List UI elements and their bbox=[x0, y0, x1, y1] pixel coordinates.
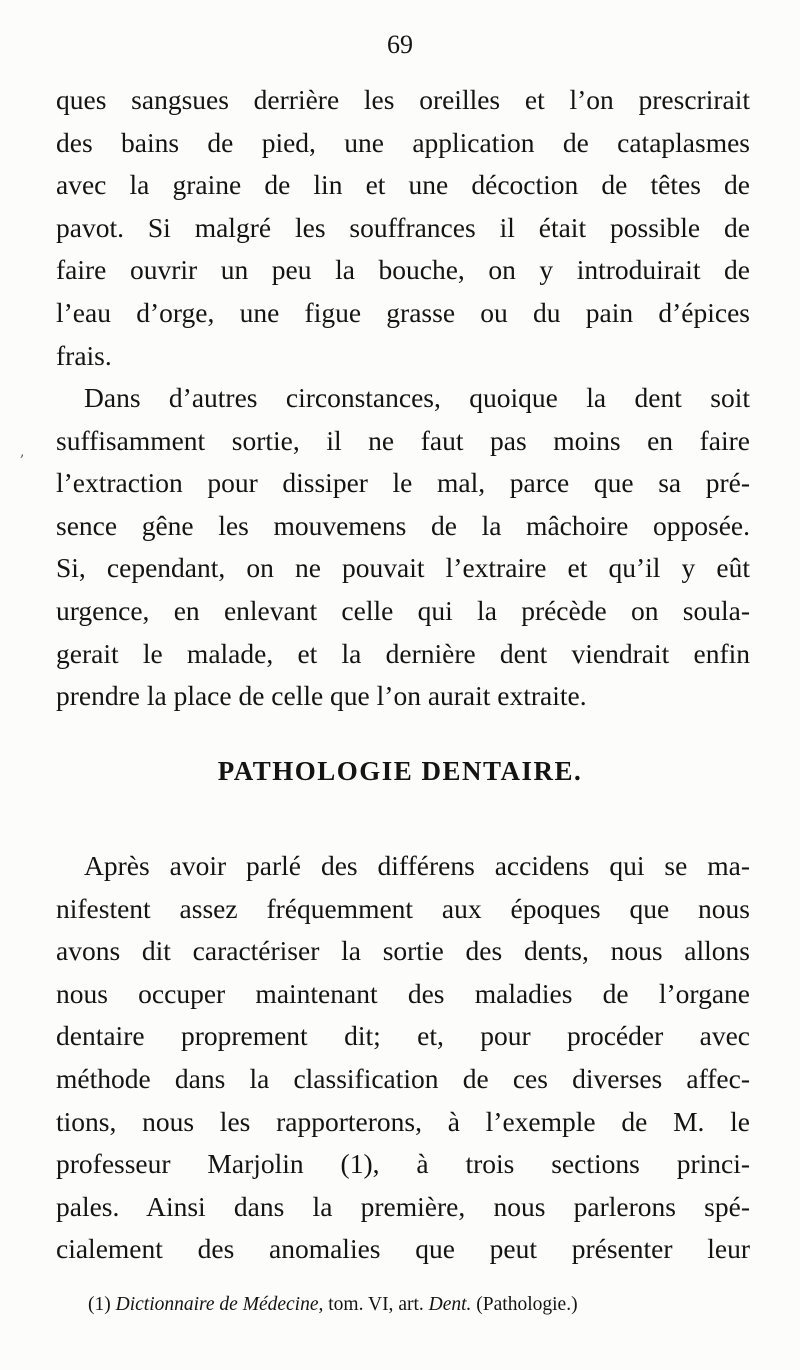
text-line: faire ouvrir un peu la bouche, on y introduirait de bbox=[56, 254, 750, 286]
text-line: Si, cependant, on ne pouvait l’extraire et qu’il y eût bbox=[56, 552, 750, 584]
text-line: pales. Ainsi dans la première, nous parlerons spé- bbox=[56, 1190, 750, 1222]
page-number: 69 bbox=[387, 30, 413, 59]
footnote-article: Dent. bbox=[428, 1294, 472, 1315]
text-line: gerait le malade, et la dernière dent viendrait enfin bbox=[56, 637, 750, 669]
text-line: ques sangsues derrière les oreilles et l’on prescrirait bbox=[56, 84, 750, 115]
text-line: pavot. Si malgré les souffrances il était possible de bbox=[56, 211, 750, 243]
stray-ink-mark: , bbox=[20, 444, 25, 460]
text-line: méthode dans la classification de ces diverses affec- bbox=[56, 1062, 750, 1094]
text-line: cialement des anomalies que peut présenter leur bbox=[56, 1233, 750, 1265]
text-line: des bains de pied, une application de cataplasmes bbox=[56, 126, 750, 158]
text-line: Après avoir parlé des différens accidens qui se ma- bbox=[84, 850, 750, 881]
text-line: l’extraction pour dissiper le mal, parce que sa pré- bbox=[56, 467, 750, 499]
section-heading: PATHOLOGIE DENTAIRE. bbox=[217, 756, 583, 786]
footnote-marker: (1) bbox=[88, 1294, 111, 1315]
paragraph-1 bbox=[56, 79, 750, 377]
text-line: Dans d’autres circonstances, quoique la dent soit bbox=[84, 382, 750, 413]
footnote-article-prefix: art. bbox=[398, 1294, 424, 1315]
text-line: prendre la place de celle que l’on aurait extraite. bbox=[56, 680, 587, 712]
text-line: sence gêne les mouvemens de la mâchoire opposée. bbox=[56, 509, 750, 541]
text-line: urgence, en enlevant celle qui la précède on soula- bbox=[56, 594, 750, 626]
footnote-subject: (Pathologie.) bbox=[476, 1294, 578, 1315]
footnote bbox=[88, 1294, 578, 1316]
text-line: professeur Marjolin (1), à trois sections princi- bbox=[56, 1148, 750, 1180]
paragraph-2 bbox=[56, 377, 750, 718]
text-line: l’eau d’orge, une figue grasse ou du pain d’épices bbox=[56, 296, 750, 328]
paragraph-3 bbox=[56, 845, 750, 1271]
text-line: nous occuper maintenant des maladies de l’organe bbox=[56, 977, 750, 1009]
text-line: avec la graine de lin et une décoction de têtes de bbox=[56, 169, 750, 201]
text-line: nifestent assez fréquemment aux époques que nous bbox=[56, 892, 750, 924]
text-line: dentaire proprement dit; et, pour procéder avec bbox=[56, 1020, 750, 1052]
text-line: frais. bbox=[56, 339, 112, 371]
text-line: avons dit caractériser la sortie des dents, nous allons bbox=[56, 935, 750, 967]
text-line: tions, nous les rapporterons, à l’exemple de M. le bbox=[56, 1105, 750, 1137]
footnote-volume: tom. VI, bbox=[328, 1294, 394, 1315]
text-line: suffisamment sortie, il ne faut pas moins en faire bbox=[56, 424, 750, 456]
footnote-work-title: Dictionnaire de Médecine, bbox=[115, 1294, 324, 1315]
